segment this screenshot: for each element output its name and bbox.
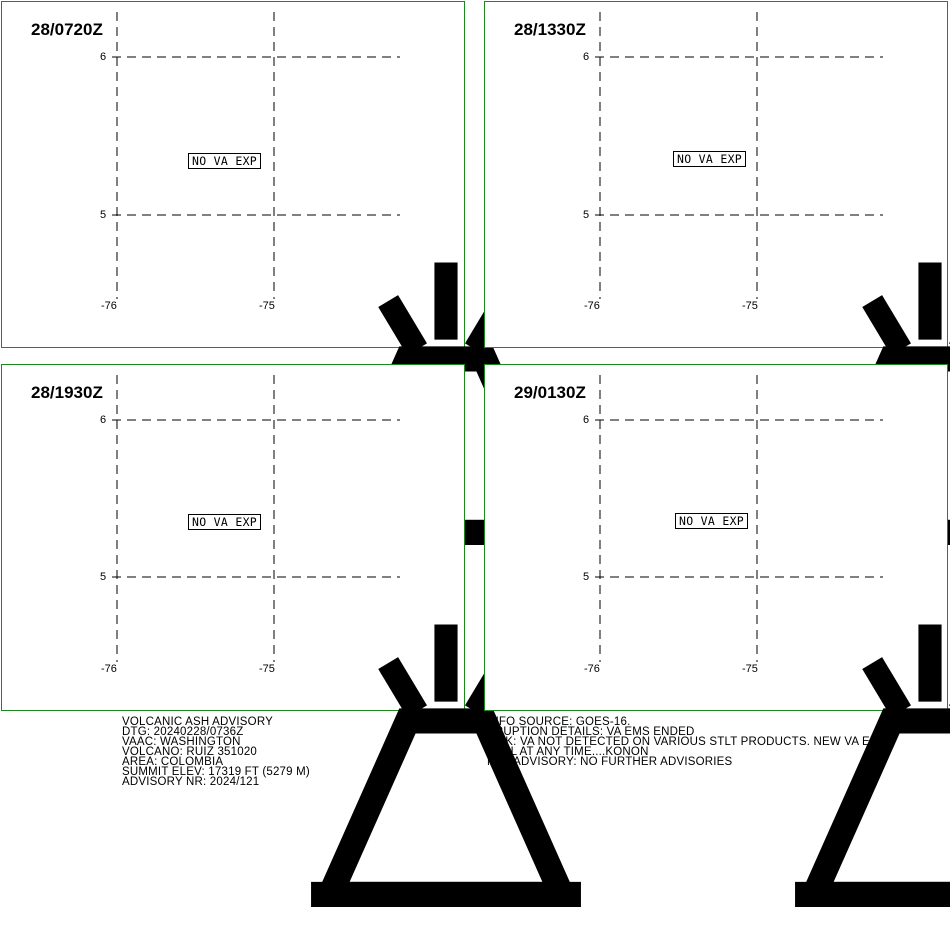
lon-label-76: -76: [101, 300, 117, 312]
advisory-header-block: [122, 717, 310, 787]
status-box: NO VA EXP: [188, 514, 261, 530]
panel-time-label: 28/1330Z: [514, 20, 586, 39]
panel-time-label: 28/0720Z: [31, 20, 103, 39]
advisory-title: VOLCANIC ASH ADVISORY: [122, 716, 273, 728]
lat-label-5: 5: [100, 209, 107, 221]
advisory-remarks-cont: PSBL AT ANY TIME....KONON: [487, 746, 649, 758]
advisory-volcano: VOLCANO: RUIZ 351020: [122, 746, 258, 758]
lat-label-6: 6: [100, 414, 107, 426]
lon-label-76: -76: [584, 663, 600, 675]
lon-label-75: -75: [742, 663, 758, 675]
lat-label-6: 6: [583, 414, 590, 426]
advisory-eruption-details: ERUPTION DETAILS: VA EMS ENDED: [487, 726, 695, 738]
map-panel-1: [1, 1, 465, 348]
advisory-area: AREA: COLOMBIA: [122, 756, 224, 768]
status-box: NO VA EXP: [673, 151, 746, 167]
lat-label-6: 6: [583, 51, 590, 63]
advisory-next: NXT ADVISORY: NO FURTHER ADVISORIES: [487, 756, 733, 768]
advisory-dtg: DTG: 20240228/0736Z: [122, 726, 244, 738]
lon-label-75: -75: [259, 663, 275, 675]
panel-time-label: 28/1930Z: [31, 383, 103, 402]
lat-label-5: 5: [100, 571, 107, 583]
map-panel-2: [484, 1, 948, 348]
map-panel-4: [484, 364, 948, 711]
lon-label-75: -75: [742, 300, 758, 312]
advisory-vaac: VAAC: WASHINGTON: [122, 736, 241, 748]
lon-label-76: -76: [584, 300, 600, 312]
status-box: NO VA EXP: [188, 153, 261, 169]
advisory-summit-elev: SUMMIT ELEV: 17319 FT (5279 M): [122, 766, 310, 778]
lat-label-6: 6: [100, 51, 107, 63]
status-box: NO VA EXP: [675, 513, 748, 529]
panel-time-label: 29/0130Z: [514, 383, 586, 402]
advisory-remarks: RMK: VA NOT DETECTED ON VARIOUS STLT PRODUCTS. NEW VA EMS: [487, 736, 888, 748]
lon-label-76: -76: [101, 663, 117, 675]
lat-label-5: 5: [583, 209, 590, 221]
lat-label-5: 5: [583, 571, 590, 583]
advisory-info-source: INFO SOURCE: GOES-16.: [487, 716, 631, 728]
advisory-number: ADVISORY NR: 2024/121: [122, 776, 260, 788]
map-panel-3: [1, 364, 465, 711]
lon-label-75: -75: [259, 300, 275, 312]
advisory-details-block: [487, 717, 888, 767]
